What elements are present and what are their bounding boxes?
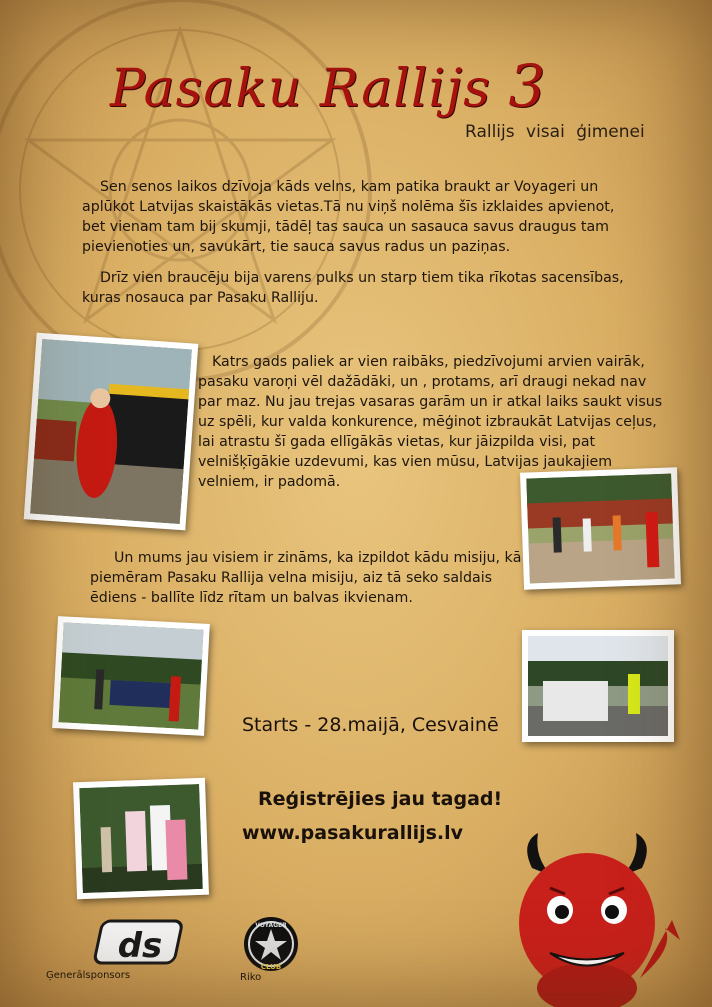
club-logo-bottom-text: CLUB (260, 963, 282, 971)
title-number: 3 (508, 52, 547, 120)
sponsor-logo (84, 915, 194, 970)
photo-white-car (522, 630, 674, 742)
start-date-text: Starts - 28.maijā, Cesvainē (242, 714, 499, 736)
story-paragraph-4: Un mums jau visiem ir zināms, ka izpildot kādu misiju, kā piemēram Pasaku Rallija velna misiju, aiz tā seko saldais ēdiens - ballīte līdz rītam un balvas ikvienam. (90, 550, 522, 606)
story-paragraph-3: Katrs gads paliek ar vien raibāks, piedzīvojumi arvien vairāk, pasaku varoņi vēl dažādāki, un , protams, arī draugi nekad nav par maz. Nu jau trejas vasaras garām un ir atkal laiks saukt visus uz spēli, kur valda konkurence, mēģinot izbraukāt Latvijas ceļus, lai atrastu šī gada ellīgākās vietas, kur jāizpilda visi, pat velnišķīgākie uzdevumi, kas vien mūsu, Latvijas jaukajiem velniem, ir padomā. (198, 354, 663, 490)
club-logo-top-text: VOYAGER (255, 922, 287, 929)
devil-mascot-illustration (490, 828, 690, 1007)
photo-devil-costume-with-car (24, 333, 199, 531)
story-paragraph-2: Drīz vien braucēju bija varens pulks un starp tiem tika rīkotas sacensības, kuras nosauca par Pasaku Ralliju. (82, 270, 624, 306)
sponsor-logo-text: ds (117, 926, 163, 966)
photo-group-at-cars (52, 616, 210, 736)
organizer-label: Riko (240, 972, 262, 983)
photo-bunny-costumes (73, 778, 209, 900)
story-paragraph-1: Sen senos laikos dzīvoja kāds velns, kam patika braukt ar Voyageri un aplūkot Latvijas skaistākās vietas.Tā nu viņš nolēma šīs izklaides apvienot, bet vienam tam bij skumji, tādēļ tas sauca un sasauca savus draugus tam pievienoties un, savukārt, tie sauca savus radus un paziņas. (82, 179, 615, 255)
sponsor-label: Ģenerālsponsors (46, 970, 131, 981)
poster-subtitle: Rallijs visai ģimenei (465, 122, 645, 142)
register-call-to-action: Reģistrējies jau tagad! (258, 788, 503, 810)
voyager-club-logo (240, 915, 302, 973)
poster-title (110, 52, 546, 120)
title-text: Pasaku Rallijs (110, 59, 491, 119)
website-link[interactable]: www.pasakurallijs.lv (242, 822, 464, 844)
photo-people-running (520, 467, 681, 589)
